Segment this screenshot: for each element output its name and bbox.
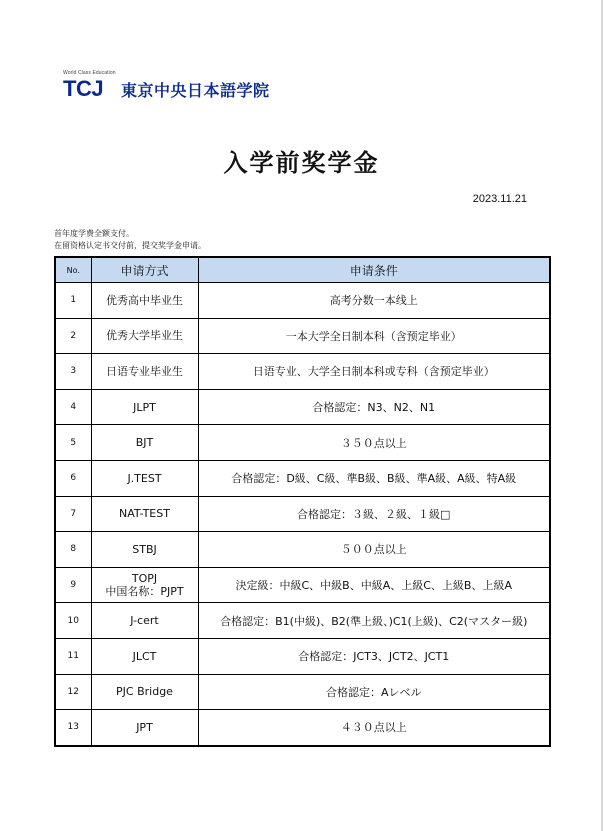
cell-condition: ５００点以上 <box>198 532 550 568</box>
cell-no: 3 <box>55 354 91 390</box>
method-sublabel: 中国名称：PJPT <box>105 585 184 599</box>
table-row <box>55 567 550 603</box>
method-label: J.TEST <box>127 471 162 485</box>
cell-method <box>91 710 198 746</box>
method-label: BJT <box>135 436 154 450</box>
scholarship-table <box>54 256 551 747</box>
cell-method <box>91 567 198 603</box>
method-label: JLPT <box>133 400 156 414</box>
method-label: STBJ <box>132 542 157 556</box>
method-label: JLCT <box>132 649 157 663</box>
document-date: 2023.11.21 <box>472 193 527 205</box>
method-label: 优秀大学毕业生 <box>106 329 183 343</box>
logo-school-name: 東京中央日本語学院 <box>121 81 270 100</box>
logo-mark: TCJ <box>63 76 104 101</box>
cell-method <box>91 283 198 319</box>
column-header-method: 申请方式 <box>91 257 198 283</box>
table-row <box>55 496 550 532</box>
table-row <box>55 603 550 639</box>
cell-no: 1 <box>55 283 91 319</box>
cell-method <box>91 389 198 425</box>
cell-method <box>91 460 198 496</box>
cell-condition: 合格認定：N3、N2、N1 <box>198 389 550 425</box>
table-header-row <box>55 257 550 283</box>
cell-condition: 合格認定：D級、C級、準B級、B級、準A級、A級、特A級 <box>198 460 550 496</box>
cell-no: 6 <box>55 460 91 496</box>
cell-no: 9 <box>55 567 91 603</box>
cell-condition: 合格認定：３級、２級、１級□ <box>198 496 550 532</box>
cell-no: 11 <box>55 638 91 674</box>
table-row <box>55 389 550 425</box>
cell-condition: 高考分数一本线上 <box>198 283 550 319</box>
cell-method <box>91 638 198 674</box>
cell-condition: 日语专业、大学全日制本科或专科（含预定毕业） <box>198 354 550 390</box>
table-row <box>55 710 550 746</box>
cell-method <box>91 532 198 568</box>
cell-no: 12 <box>55 674 91 710</box>
table-row <box>55 460 550 496</box>
page-title: 入学前奖学金 <box>223 148 380 177</box>
method-label: JPT <box>136 720 153 734</box>
method-label: NAT-TEST <box>119 507 170 521</box>
cell-method <box>91 496 198 532</box>
cell-no: 8 <box>55 532 91 568</box>
cell-method <box>91 354 198 390</box>
cell-condition: 合格認定：JCT3、JCT2、JCT1 <box>198 638 550 674</box>
method-label: J-cert <box>130 614 159 628</box>
logo-tagline: World Class Education <box>63 70 116 76</box>
table-row <box>55 318 550 354</box>
cell-method <box>91 318 198 354</box>
cell-method <box>91 674 198 710</box>
cell-no: 13 <box>55 710 91 746</box>
table-row <box>55 283 550 319</box>
cell-condition: 合格認定：B1(中級)、B2(準上級、)C1(上級)、C2(マスター級) <box>198 603 550 639</box>
cell-no: 7 <box>55 496 91 532</box>
method-label: TOPJ <box>131 572 158 586</box>
cell-no: 10 <box>55 603 91 639</box>
table-row <box>55 674 550 710</box>
column-header-condition: 申请条件 <box>198 257 550 283</box>
note-line: 在留资格认定书交付前，提交奖学金申请。 <box>54 241 206 250</box>
cell-method <box>91 603 198 639</box>
method-label: PJC Bridge <box>116 685 173 699</box>
cell-condition: ４３０点以上 <box>198 710 550 746</box>
table-row <box>55 425 550 461</box>
cell-condition: 合格認定：Aレベル <box>198 674 550 710</box>
method-label: 优秀高中毕业生 <box>106 293 183 307</box>
cell-condition: ３５０点以上 <box>198 425 550 461</box>
column-header-no: No. <box>55 257 91 283</box>
cell-no: 2 <box>55 318 91 354</box>
cell-condition: 一本大学全日制本科（含预定毕业） <box>198 318 550 354</box>
table-row <box>55 354 550 390</box>
method-label: 日语专业毕业生 <box>106 364 183 378</box>
note-line: 首年度学费全额支付。 <box>54 229 134 238</box>
cell-no: 5 <box>55 425 91 461</box>
cell-condition: 決定級：中級C、中級B、中級A、上級C、上級B、上級A <box>198 567 550 603</box>
table-row <box>55 532 550 568</box>
cell-method <box>91 425 198 461</box>
cell-no: 4 <box>55 389 91 425</box>
table-row <box>55 638 550 674</box>
